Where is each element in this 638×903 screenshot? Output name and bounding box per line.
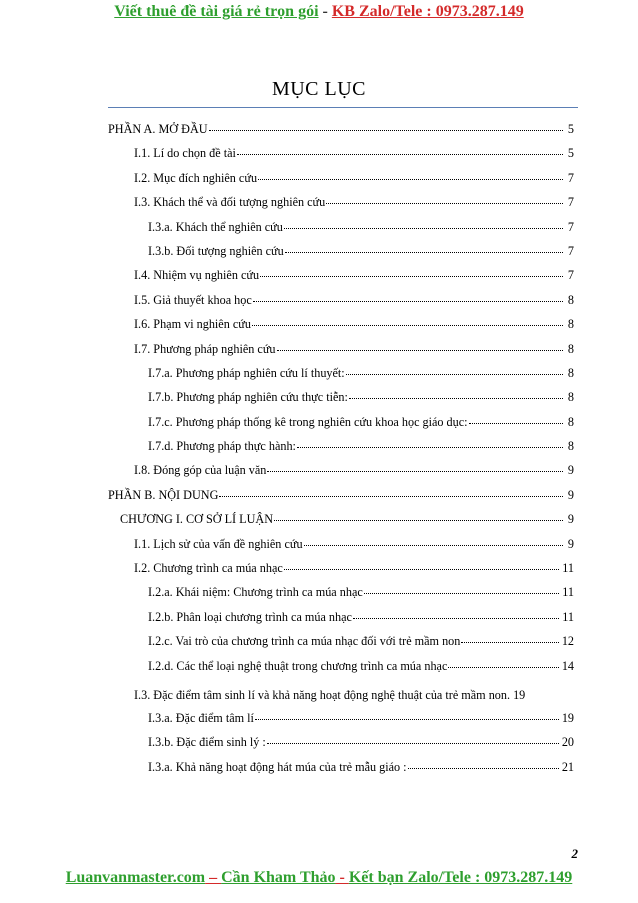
toc-entry[interactable] — [108, 683, 574, 711]
toc-entry-page: 12 — [561, 634, 574, 649]
toc-entry-page: 9 — [567, 463, 574, 478]
toc-dot-leader — [284, 228, 563, 229]
toc-entry[interactable] — [108, 463, 574, 487]
toc-dot-leader — [469, 423, 563, 424]
toc-entry[interactable] — [108, 342, 574, 366]
toc-dot-leader — [277, 350, 563, 351]
toc-entry[interactable] — [108, 195, 574, 219]
toc-entry[interactable] — [108, 439, 574, 463]
toc-entry-title: I.3.a. Khả năng hoạt động hát múa của trẻ mẫu giáo : — [148, 759, 407, 774]
footer-banner — [0, 869, 638, 887]
toc-entry-page: 8 — [567, 390, 574, 405]
toc-dot-leader — [304, 545, 563, 546]
toc-entry-page: 9 — [567, 536, 574, 551]
toc-entry-title: I.3.b. Đặc điểm sinh lý : — [148, 735, 266, 750]
header-banner — [0, 3, 638, 21]
toc-entry-page: 19 — [561, 710, 574, 725]
toc-entry[interactable] — [108, 390, 574, 414]
toc-entry-title: I.7.a. Phương pháp nghiên cứu lí thuyết: — [148, 365, 345, 380]
toc-entry-title: I.5. Giả thuyết khoa học — [134, 292, 252, 307]
toc-entry-page: 8 — [567, 439, 574, 454]
toc-entry[interactable] — [108, 659, 574, 683]
toc-entry-page: 8 — [567, 341, 574, 356]
toc-entry[interactable] — [108, 146, 574, 170]
toc-entry[interactable] — [108, 711, 574, 735]
toc-entry-title: I.2.c. Vai trò của chương trình ca múa nhạc đối với trẻ mầm non — [148, 634, 461, 649]
toc-entry[interactable] — [108, 220, 574, 244]
footer-contact-link[interactable]: Kết bạn Zalo/Tele : 0973.287.149 — [348, 869, 573, 886]
toc-dot-leader — [349, 398, 563, 399]
toc-entry-page: 20 — [561, 735, 574, 750]
toc-entry-page: 11 — [562, 609, 574, 624]
toc-entry-page: 5 — [567, 146, 574, 161]
toc-entry[interactable] — [108, 610, 574, 634]
toc-entry-page: 11 — [562, 561, 574, 576]
toc-entry-title: I.1. Lí do chọn đề tài — [134, 146, 236, 161]
toc-dot-leader — [260, 276, 563, 277]
toc-dot-leader — [219, 496, 563, 497]
toc-entry-page: 7 — [567, 195, 574, 210]
toc-entry-title: I.2.d. Các thể loại nghệ thuật trong chương trình ca múa nhạc — [148, 658, 448, 673]
footer-site-link[interactable]: Luanvanmaster.com — [65, 869, 206, 886]
toc-entry-title: I.3.b. Đối tượng nghiên cứu — [148, 243, 284, 258]
toc-entry-page: 14 — [561, 658, 574, 673]
toc-dot-leader — [253, 301, 563, 302]
toc-entry-title: I.7.d. Phương pháp thực hành: — [148, 439, 296, 454]
toc-entry-page: 8 — [567, 292, 574, 307]
toc-dot-leader — [353, 618, 559, 619]
toc-entry-title: I.2. Chương trình ca múa nhạc — [134, 561, 283, 576]
toc-entry-title: I.6. Phạm vi nghiên cứu — [134, 317, 251, 332]
toc-entry-title: I.3.a. Đặc điểm tâm lí — [148, 710, 254, 725]
toc-dot-leader — [461, 642, 558, 643]
toc-dot-leader — [346, 374, 563, 375]
toc-entry-page: 5 — [567, 122, 574, 136]
toc-dot-leader — [209, 130, 563, 131]
toc-entry[interactable] — [108, 293, 574, 317]
toc-entry-title: PHẦN B. NỘI DUNG — [108, 487, 219, 502]
toc-dot-leader — [274, 520, 563, 521]
toc-entry-page: 8 — [567, 414, 574, 429]
toc-entry[interactable] — [108, 268, 574, 292]
toc-entry-title: I.2.b. Phân loại chương trình ca múa nhạc — [148, 609, 352, 624]
footer-author-link[interactable]: Cần Kham Thảo — [221, 869, 336, 886]
toc-entry-page: 8 — [567, 365, 574, 380]
toc-entry[interactable] — [108, 317, 574, 341]
toc-entry[interactable] — [108, 512, 574, 536]
toc-entry-title: I.1. Lịch sử của vấn đề nghiên cứu — [134, 536, 303, 551]
toc-entry-title: I.3. Đặc điểm tâm sinh lí và khả năng hoạt động nghệ thuật của trẻ mầm non. 19 — [134, 687, 526, 702]
toc-entry[interactable] — [108, 735, 574, 759]
toc-entry-title: CHƯƠNG I. CƠ SỞ LÍ LUẬN — [120, 512, 273, 527]
toc-entry-title: I.3.a. Khách thể nghiên cứu — [148, 219, 283, 234]
toc-entry-title: I.7.b. Phương pháp nghiên cứu thực tiễn: — [148, 390, 348, 405]
toc-entry[interactable] — [108, 537, 574, 561]
toc-dot-leader — [255, 719, 559, 720]
toc-dot-leader — [237, 154, 563, 155]
toc-entry-page: 7 — [567, 268, 574, 283]
toc-dot-leader — [267, 471, 563, 472]
toc-dot-leader — [267, 743, 559, 744]
toc-entry[interactable] — [108, 634, 574, 658]
toc-entry-title: I.7. Phương pháp nghiên cứu — [134, 341, 276, 356]
title-divider — [108, 107, 578, 108]
toc-entry[interactable] — [108, 760, 574, 784]
page-title: MỤC LỤC — [271, 78, 367, 100]
toc-entry[interactable] — [108, 585, 574, 609]
toc-entry[interactable] — [108, 171, 574, 195]
toc-dot-leader — [297, 447, 563, 448]
toc-entry[interactable] — [108, 415, 574, 439]
toc-entry-title: I.4. Nhiệm vụ nghiên cứu — [134, 268, 260, 283]
toc-dot-leader — [448, 667, 558, 668]
header-banner-separator: - — [318, 3, 332, 20]
toc-entry[interactable] — [108, 561, 574, 585]
toc-dot-leader — [364, 593, 559, 594]
toc-entry-title: I.2. Mục đích nghiên cứu — [134, 170, 258, 185]
page-number: 2 — [571, 846, 578, 861]
toc-entry-title: I.2.a. Khái niệm: Chương trình ca múa nhạc — [148, 585, 363, 600]
toc-entry-page: 7 — [567, 170, 574, 185]
toc-dot-leader — [326, 203, 563, 204]
footer-separator-1: – — [205, 869, 222, 886]
toc-entry[interactable] — [108, 244, 574, 268]
toc-entry-title: PHẦN A. MỞ ĐẦU — [108, 122, 208, 136]
toc-entry-page: 9 — [567, 512, 574, 527]
header-banner-contact-link[interactable]: KB Zalo/Tele : 0973.287.149 — [331, 3, 524, 20]
toc-entry-page: 7 — [567, 219, 574, 234]
toc-entry-title: I.7.c. Phương pháp thống kê trong nghiên cứu khoa học giáo dục: — [148, 414, 468, 429]
toc-entry[interactable] — [108, 366, 574, 390]
toc-entry-page: 11 — [562, 585, 574, 600]
toc-dot-leader — [252, 325, 563, 326]
toc-dot-leader — [284, 569, 559, 570]
toc-entry-title: I.8. Đóng góp của luận văn — [134, 463, 267, 478]
table-of-contents — [108, 122, 574, 784]
toc-entry[interactable] — [108, 488, 574, 512]
toc-entry-page: 7 — [567, 243, 574, 258]
toc-dot-leader — [285, 252, 563, 253]
toc-dot-leader — [408, 768, 559, 769]
toc-entry-page: 9 — [567, 487, 574, 502]
toc-entry[interactable] — [108, 122, 574, 146]
toc-entry-page: 8 — [567, 317, 574, 332]
toc-entry-title: I.3. Khách thể và đối tượng nghiên cứu — [134, 195, 326, 210]
footer-separator-2: - — [335, 869, 349, 886]
toc-entry-page: 21 — [561, 759, 574, 774]
header-banner-service-link[interactable]: Viết thuê đề tài giá rẻ trọn gói — [114, 3, 319, 20]
toc-dot-leader — [258, 179, 563, 180]
